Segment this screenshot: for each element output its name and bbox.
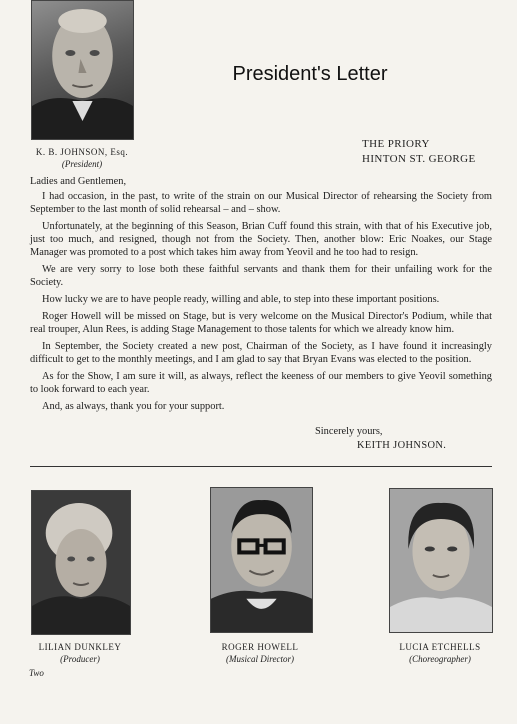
letter-paragraph: Unfortunately, at the beginning of this Season, Brian Cuff found this strain, with that of his Executive job, just too much, and resigned, though not from the Society. Then, another blow: Eric Noakes, our Stage Manager was promoted to a post which takes him away from Yeovil and he too had to resign. [30, 221, 492, 258]
president-caption [18, 146, 146, 170]
lucia-etchells-portrait-photo [389, 488, 493, 633]
letter-closing: Sincerely yours, [315, 426, 383, 437]
letter-salutation: Ladies and Gentlemen, [30, 176, 127, 187]
lilian-dunkley-caption [20, 641, 140, 665]
address-line-1: THE PRIORY [362, 138, 430, 150]
president-name: K. B. JOHNSON, Esq. [35, 147, 129, 157]
letter-signoff [315, 425, 446, 453]
page-number: Two [29, 668, 44, 678]
staff-name: LUCIA ETCHELLS [399, 642, 481, 652]
letter-paragraph: And, as always, thank you for your support. [42, 401, 225, 412]
letter-paragraph: In September, the Society created a new post, Chairman of the Society, as I have found it increasingly difficult to get to the monthly meetings, and I am glad to say that Bryan Evans was elected to the position. [30, 341, 492, 365]
lucia-etchells-caption [380, 641, 500, 665]
president-portrait-photo [31, 0, 134, 140]
staff-role: (Musical Director) [226, 654, 294, 664]
address-block [362, 137, 476, 167]
letter-paragraph: How lucky we are to have people ready, willing and able, to step into these important positions. [42, 294, 440, 305]
letter-paragraph: Roger Howell will be missed on Stage, but is very welcome on the Musical Director's Podium, while that real trouper, Alun Rees, is adding Stage Management to those talents for which we already know him. [30, 311, 492, 335]
letter-body [30, 175, 492, 417]
letter-paragraph: We are very sorry to lose both these faithful servants and thank them for their unfailing work for the Society. [30, 264, 492, 288]
page-title: President's Letter [232, 63, 388, 85]
roger-howell-portrait-photo [210, 487, 313, 633]
staff-role: (Producer) [60, 654, 100, 664]
staff-role: (Choreographer) [409, 654, 471, 664]
letter-signature: KEITH JOHNSON. [357, 440, 447, 451]
letter-paragraph: I had occasion, in the past, to write of the strain on our Musical Director of rehearsing the Society from September to the last month of solid rehearsal – and – show. [30, 191, 492, 215]
lilian-dunkley-portrait-photo [31, 490, 131, 635]
letter-paragraph: As for the Show, I am sure it will, as always, reflect the keeness of our members to give Yeovil something to look forward to each year. [30, 371, 492, 395]
section-divider [30, 466, 492, 467]
staff-name: ROGER HOWELL [221, 642, 299, 652]
roger-howell-caption [200, 641, 320, 665]
president-role: (President) [61, 159, 103, 169]
staff-name: LILIAN DUNKLEY [38, 642, 122, 652]
address-line-2: HINTON ST. GEORGE [362, 153, 476, 165]
